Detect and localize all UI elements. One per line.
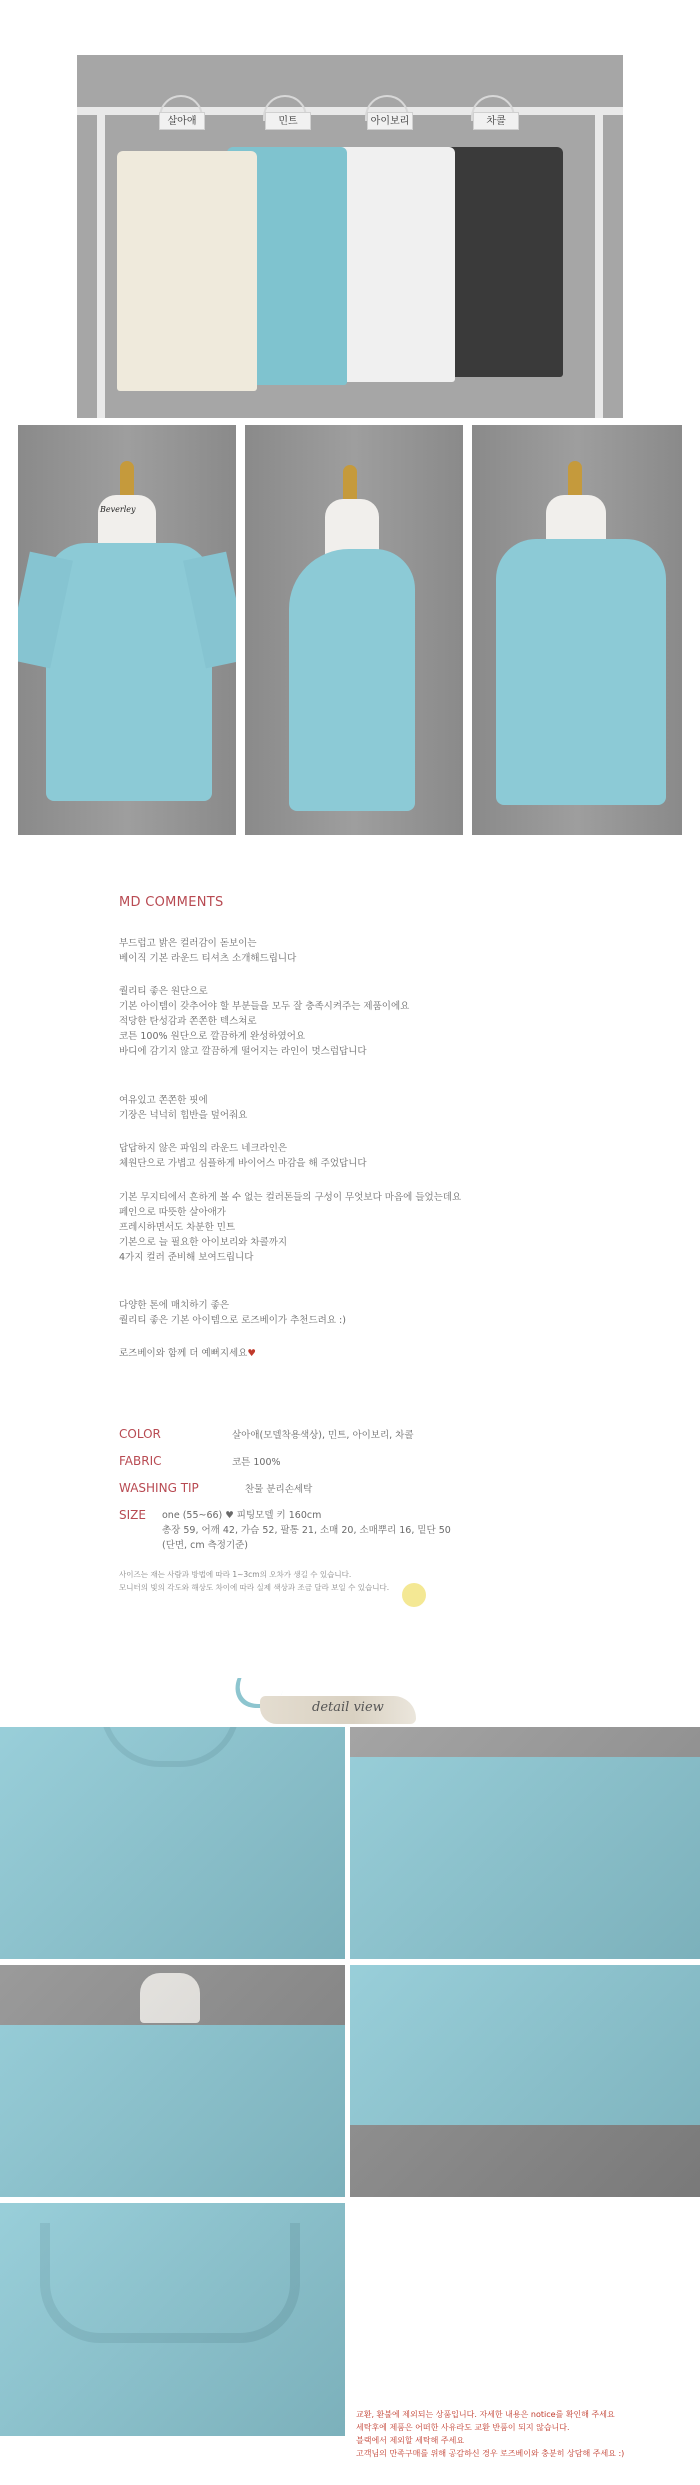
color-tag: 살아애 bbox=[159, 112, 205, 130]
detail-photo-back bbox=[350, 1727, 700, 1959]
ivory-tee bbox=[117, 151, 257, 391]
color-tag: 민트 bbox=[265, 112, 311, 130]
rack-post-right bbox=[595, 107, 603, 418]
spec-color-label: COLOR bbox=[119, 1427, 161, 1441]
detail-photo-front-collar bbox=[0, 1727, 345, 1959]
md-paragraph: 여유있고 쫀쫀한 핏에 기장은 넉넉히 힙반을 덮어줘요 bbox=[119, 1095, 248, 1121]
heart-icon: ♥ bbox=[247, 1348, 256, 1359]
md-paragraph: 답답하지 않은 파임의 라운드 네크라인은 체원단으로 가볍고 심플하게 바이어스 마감을 해 주었답니다 bbox=[119, 1143, 367, 1169]
md-paragraph: 부드럽고 밝은 컬러감이 돋보이는 베이직 기본 라운드 티셔츠 소개해드립니다 bbox=[119, 938, 297, 964]
spec-washing-label: WASHING TIP bbox=[119, 1481, 199, 1495]
mint-tee-side bbox=[289, 549, 415, 811]
detail-photo-hem bbox=[350, 1965, 700, 2197]
md-paragraph: 다양한 톤에 매치하기 좋은 퀄리티 좋은 기본 아이템으로 로즈베이가 추천드려요 :) bbox=[119, 1300, 346, 1326]
rack-post-left bbox=[97, 107, 105, 418]
mannequin-side-photo bbox=[245, 425, 463, 835]
md-paragraph: 로즈베이와 함께 더 예뻐지세요♥ bbox=[119, 1348, 256, 1359]
spec-color-value: 살아애(모델착용색상), 민트, 아이보리, 차콜 bbox=[232, 1430, 414, 1441]
mannequin-photos bbox=[18, 425, 682, 835]
size-note: 사이즈는 재는 사람과 방법에 따라 1~3cm의 오차가 생길 수 있습니다. 모니터의 빛의 각도와 해상도 차이에 따라 실제 색상과 조금 달라 보일 수 있습니다. bbox=[119, 1570, 390, 1592]
detail-photo-neckline-closeup bbox=[0, 2203, 345, 2436]
detail-view-label: detail view bbox=[312, 1700, 384, 1715]
spec-washing-value: 찬물 분리손세탁 bbox=[245, 1484, 313, 1495]
spec-fabric-label: FABRIC bbox=[119, 1454, 162, 1468]
spec-size-value: one (55~66) ♥ 피팅모델 키 160cm 총장 59, 어깨 42, 가슴 52, 팔통 21, 소매 20, 소매뿌리 16, 밑단 50 (단면, cm 측정기준) bbox=[162, 1510, 451, 1551]
md-comments-title: MD COMMENTS bbox=[119, 895, 224, 910]
footer-notice: 교환, 환불에 제외되는 상품입니다. 자세한 내용은 notice를 확인해 주세요 세탁후에 제품은 어떠한 사유라도 교환 반품이 되지 않습니다. 블랙에서 제외할 세탁해 주세요 고객님의 만족구매를 위해 공감하신 경우 로즈베이와 충분히 상담해 주세요 :) bbox=[356, 2410, 625, 2458]
spec-fabric-value: 코튼 100% bbox=[232, 1457, 281, 1468]
highlight-dot bbox=[402, 1583, 426, 1607]
mannequin-label: Beverley bbox=[100, 505, 136, 514]
detail-photo-mannequin bbox=[0, 1965, 345, 2197]
md-paragraph: 기본 무지티에서 흔하게 볼 수 없는 컬러톤들의 구성이 무엇보다 마음에 들었는데요 페인으로 따뜻한 살아애가 프레시하면서도 차분한 민트 기본으로 늘 필요한 아이보리와 차콜까지 4가지 컬러 준비해 보여드립니다 bbox=[119, 1192, 462, 1263]
spec-size-label: SIZE bbox=[119, 1508, 146, 1522]
mint-tee-back bbox=[496, 539, 666, 805]
md-paragraph: 퀄리티 좋은 원단으로 기본 아이템이 갖추어야 할 부분들을 모두 잘 충족시켜주는 제품이에요 적당한 탄성감과 쫀쫀한 텍스쳐로 코튼 100% 원단으로 깔끔하게 완성하였어요 바디에 감기지 않고 깔끔하게 떨어지는 라인이 멋스럽답니다 bbox=[119, 986, 410, 1057]
mannequin-back-photo bbox=[472, 425, 682, 835]
mannequin-front-photo bbox=[18, 425, 236, 835]
hero-photo bbox=[77, 55, 623, 418]
color-tag: 차콜 bbox=[473, 112, 519, 130]
color-tag: 아이보리 bbox=[367, 112, 413, 130]
